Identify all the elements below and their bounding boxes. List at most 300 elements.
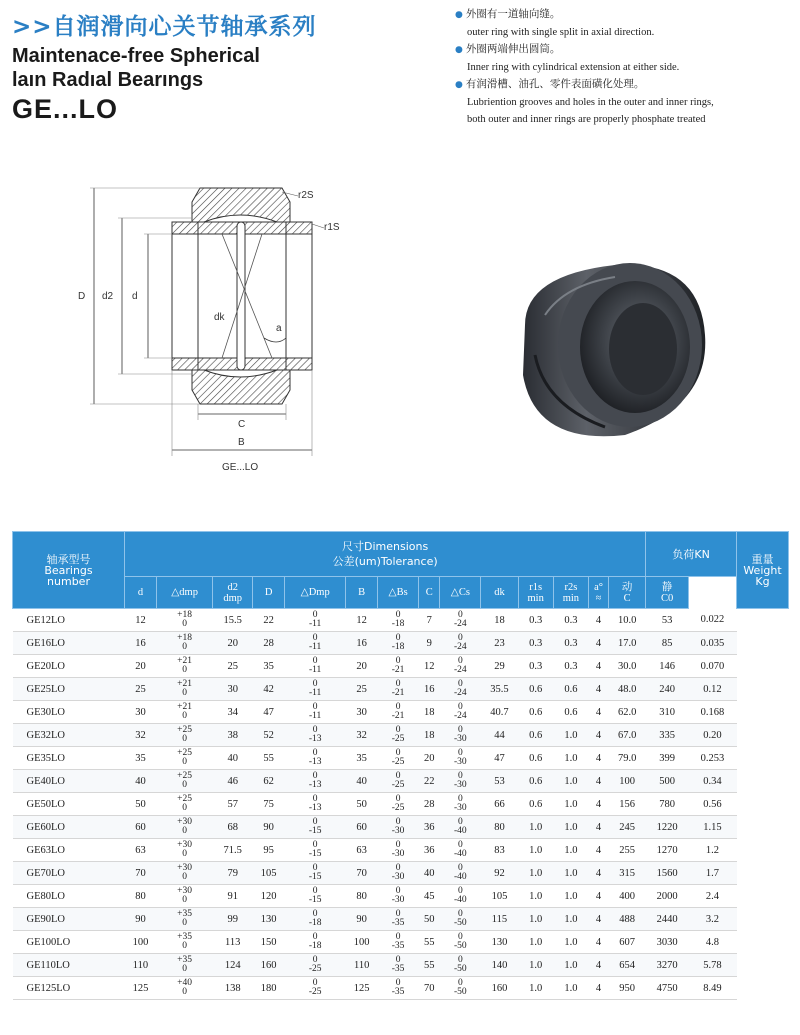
cell-sta: 2000	[646, 885, 689, 908]
cell-D: 95	[253, 839, 285, 862]
tolerance-upper: 0	[395, 886, 401, 896]
cell-r1s: 0.6	[518, 678, 553, 701]
cell-d: 30	[125, 701, 157, 724]
cell-r1s: 1.0	[518, 977, 553, 1000]
tolerance-lower: -11	[309, 688, 322, 698]
tolerance-pair	[309, 910, 322, 928]
cell-dmp	[156, 954, 212, 977]
cell-B: 100	[346, 931, 378, 954]
tolerance-pair	[454, 749, 467, 767]
tolerance-lower: -40	[454, 849, 467, 859]
tolerance-lower: -13	[308, 757, 322, 767]
cell-dyn: 654	[609, 954, 646, 977]
cell-r1s: 0.3	[518, 609, 553, 632]
tolerance-lower: 0	[182, 964, 187, 974]
tolerance-pair	[392, 910, 405, 928]
cell-dyn: 400	[609, 885, 646, 908]
cell-d2: 57	[213, 793, 253, 816]
cell-sta: 3270	[646, 954, 689, 977]
cell-B: 60	[346, 816, 378, 839]
cell-dmp	[156, 885, 212, 908]
cell-w: 2.4	[688, 885, 736, 908]
feature-en: Lubriention grooves and holes in the outer and inner rings,	[467, 97, 714, 108]
tolerance-lower: -18	[308, 941, 322, 951]
tolerance-lower: -15	[308, 849, 322, 859]
cell-Dmp	[285, 724, 346, 747]
tolerance-lower: 0	[182, 619, 187, 629]
cell-r2s: 1.0	[553, 793, 588, 816]
cell-sta: 780	[646, 793, 689, 816]
tolerance-lower: 0	[182, 849, 187, 859]
cell-model: GE32LO	[13, 724, 125, 747]
cell-d2: 138	[213, 977, 253, 1000]
cell-C: 22	[419, 770, 440, 793]
tolerance-pair	[454, 887, 467, 905]
cell-Cs	[440, 724, 481, 747]
tolerance-pair	[454, 634, 467, 652]
tolerance-upper: 0	[312, 610, 318, 620]
cell-C: 55	[419, 954, 440, 977]
cell-Bs	[378, 632, 419, 655]
tolerance-lower: -35	[391, 987, 405, 997]
cell-B: 50	[346, 793, 378, 816]
tolerance-pair	[177, 818, 192, 836]
cell-dk: 53	[481, 770, 518, 793]
cell-r2s: 1.0	[553, 747, 588, 770]
cell-dmp	[156, 632, 212, 655]
cell-a: 4	[589, 747, 609, 770]
tolerance-pair	[177, 726, 192, 744]
cell-Cs	[440, 816, 481, 839]
column-header-text: min	[562, 592, 580, 604]
tolerance-upper: +25	[177, 771, 193, 781]
cell-d: 125	[125, 977, 157, 1000]
cell-model: GE60LO	[13, 816, 125, 839]
tolerance-lower: -13	[308, 803, 322, 813]
tolerance-lower: -30	[454, 757, 467, 767]
cell-dyn: 67.0	[609, 724, 646, 747]
cell-d: 35	[125, 747, 157, 770]
cell-w: 8.49	[688, 977, 736, 1000]
table-row	[13, 908, 789, 931]
cell-B: 35	[346, 747, 378, 770]
cell-dmp	[156, 770, 212, 793]
tolerance-pair	[392, 749, 405, 767]
tolerance-pair	[177, 703, 192, 721]
cell-a: 4	[589, 862, 609, 885]
cell-dk: 160	[481, 977, 518, 1000]
header-weight	[737, 532, 789, 609]
tolerance-pair	[177, 979, 192, 997]
outer-ring-top	[192, 188, 290, 222]
tolerance-upper: 0	[457, 702, 463, 712]
cell-w: 0.022	[688, 609, 736, 632]
cell-w: 0.56	[688, 793, 736, 816]
tolerance-upper: 0	[312, 794, 318, 804]
cell-dk: 105	[481, 885, 518, 908]
cell-d2: 46	[213, 770, 253, 793]
tolerance-upper: 0	[395, 840, 401, 850]
cell-r1s: 0.6	[518, 724, 553, 747]
cell-dmp	[156, 862, 212, 885]
label-D: D	[78, 291, 86, 302]
tolerance-lower: 0	[182, 642, 187, 652]
specification-table	[12, 531, 789, 1000]
column-header-text: 静	[661, 581, 673, 593]
cell-dmp	[156, 793, 212, 816]
tolerance-upper: +35	[177, 932, 193, 942]
cell-dk: 83	[481, 839, 518, 862]
tolerance-pair	[177, 841, 192, 859]
cell-Bs	[378, 862, 419, 885]
tolerance-lower: -18	[391, 642, 405, 652]
title-cn: >>自润滑向心关节轴承系列	[12, 14, 317, 40]
tolerance-upper: +21	[177, 679, 193, 689]
column-header-text: d	[137, 587, 144, 598]
tolerance-lower: -25	[308, 987, 322, 997]
tolerance-lower: 0	[182, 757, 187, 767]
tolerance-upper: 0	[395, 771, 401, 781]
cell-dmp	[156, 839, 212, 862]
cell-r2s: 1.0	[553, 862, 588, 885]
tolerance-upper: 0	[312, 909, 318, 919]
tolerance-upper: 0	[395, 656, 401, 666]
cell-dmp	[156, 609, 212, 632]
bearing-section-drawing	[72, 178, 372, 474]
cell-d2: 99	[213, 908, 253, 931]
column-header-text: D	[264, 587, 273, 598]
cell-d: 16	[125, 632, 157, 655]
cell-Dmp	[285, 908, 346, 931]
tolerance-lower: 0	[182, 665, 187, 675]
cell-dyn: 315	[609, 862, 646, 885]
label-B: B	[238, 437, 245, 448]
tolerance-upper: 0	[312, 633, 318, 643]
cell-r1s: 1.0	[518, 816, 553, 839]
cell-r1s: 0.3	[518, 632, 553, 655]
cell-model: GE50LO	[13, 793, 125, 816]
tolerance-pair	[309, 726, 322, 744]
cell-model: GE80LO	[13, 885, 125, 908]
cell-w: 1.15	[688, 816, 736, 839]
tolerance-lower: -21	[391, 711, 405, 721]
cell-Bs	[378, 793, 419, 816]
tolerance-lower: -50	[454, 964, 467, 974]
tolerance-lower: -24	[454, 711, 467, 721]
tolerance-lower: 0	[182, 895, 187, 905]
cell-B: 40	[346, 770, 378, 793]
title-en	[12, 44, 260, 92]
cell-C: 50	[419, 908, 440, 931]
cell-d2: 91	[213, 885, 253, 908]
column-header-text: r2s	[564, 581, 578, 593]
cell-dmp	[156, 977, 212, 1000]
cell-B: 110	[346, 954, 378, 977]
feature-cn	[455, 76, 795, 94]
cell-Bs	[378, 816, 419, 839]
tolerance-upper: 0	[312, 656, 318, 666]
cell-a: 4	[589, 839, 609, 862]
tolerance-lower: -30	[454, 803, 467, 813]
cell-model: GE125LO	[13, 977, 125, 1000]
cell-r2s: 0.6	[553, 678, 588, 701]
tolerance-upper: 0	[395, 725, 401, 735]
column-header-B	[346, 577, 378, 609]
tolerance-pair	[309, 841, 322, 859]
cell-d: 60	[125, 816, 157, 839]
cell-C: 70	[419, 977, 440, 1000]
cell-sta: 53	[646, 609, 689, 632]
column-header-r1s	[518, 577, 553, 609]
tolerance-upper: 0	[457, 771, 463, 781]
table-row	[13, 655, 789, 678]
table-row	[13, 609, 789, 632]
title-en-line1: Maintenace-free Spherical	[12, 45, 260, 67]
cell-D: 130	[253, 908, 285, 931]
tolerance-upper: 0	[395, 932, 401, 942]
header-weight-en1: Weight	[743, 563, 782, 577]
table-row	[13, 770, 789, 793]
tolerance-pair	[177, 795, 192, 813]
cell-a: 4	[589, 885, 609, 908]
cell-a: 4	[589, 678, 609, 701]
column-header-text: △dmp	[171, 587, 198, 598]
label-r1s: r1S	[324, 222, 340, 233]
tolerance-upper: 0	[312, 679, 318, 689]
tolerance-upper: 0	[457, 610, 463, 620]
cell-d2: 34	[213, 701, 253, 724]
cell-D: 180	[253, 977, 285, 1000]
cell-D: 47	[253, 701, 285, 724]
tolerance-lower: -25	[308, 964, 322, 974]
tolerance-pair	[454, 657, 467, 675]
tolerance-lower: -50	[454, 918, 467, 928]
tolerance-lower: -25	[391, 780, 405, 790]
tolerance-pair	[309, 772, 322, 790]
cell-r1s: 1.0	[518, 931, 553, 954]
cell-dk: 47	[481, 747, 518, 770]
tolerance-pair	[309, 703, 321, 721]
tolerance-pair	[177, 772, 192, 790]
tolerance-upper: +35	[177, 909, 193, 919]
tolerance-upper: 0	[312, 725, 318, 735]
tolerance-upper: +21	[177, 656, 193, 666]
cell-d2: 40	[213, 747, 253, 770]
tolerance-upper: 0	[457, 909, 463, 919]
column-header-text: min	[527, 592, 544, 604]
cell-sta: 399	[646, 747, 689, 770]
cell-model: GE90LO	[13, 908, 125, 931]
tolerance-lower: -21	[391, 688, 405, 698]
title-en-line2: laın Radıal Bearıngs	[12, 69, 204, 91]
cell-Bs	[378, 701, 419, 724]
cell-w: 0.035	[688, 632, 736, 655]
cell-C: 45	[419, 885, 440, 908]
header-model	[13, 532, 125, 609]
tolerance-pair	[309, 818, 322, 836]
tolerance-pair	[309, 680, 321, 698]
tolerance-upper: 0	[457, 886, 463, 896]
cell-Bs	[378, 724, 419, 747]
column-header-text: C0	[660, 592, 674, 604]
feature-cn	[455, 6, 795, 24]
cell-d: 80	[125, 885, 157, 908]
cell-Bs	[378, 885, 419, 908]
bullet-icon: ●	[455, 80, 463, 90]
cell-sta: 1220	[646, 816, 689, 839]
tolerance-pair	[309, 749, 322, 767]
label-r2s: r2S	[298, 190, 314, 201]
column-header-dk	[481, 577, 518, 609]
cell-r2s: 1.0	[553, 770, 588, 793]
tolerance-upper: +35	[177, 955, 193, 965]
tolerance-lower: -11	[309, 665, 322, 675]
column-header-text: 动	[621, 581, 633, 593]
cell-dmp	[156, 816, 212, 839]
header-dimensions-line2: 公差(um)Tolerance)	[332, 555, 438, 568]
tolerance-pair	[177, 956, 192, 974]
column-header-text: C	[623, 592, 631, 604]
cell-sta: 4750	[646, 977, 689, 1000]
tolerance-upper: 0	[457, 725, 463, 735]
tolerance-upper: 0	[395, 863, 401, 873]
column-header-C	[419, 577, 440, 609]
cell-B: 63	[346, 839, 378, 862]
cell-a: 4	[589, 793, 609, 816]
tolerance-pair	[454, 680, 467, 698]
table-row	[13, 678, 789, 701]
table-row	[13, 954, 789, 977]
cell-dyn: 488	[609, 908, 646, 931]
tolerance-upper: +21	[177, 702, 193, 712]
tolerance-lower: -40	[454, 895, 467, 905]
cell-sta: 146	[646, 655, 689, 678]
drawing-caption: GE...LO	[222, 462, 259, 473]
tolerance-lower: -13	[308, 734, 322, 744]
tolerance-pair	[454, 841, 467, 859]
cell-Cs	[440, 862, 481, 885]
feature-notes	[455, 6, 795, 128]
cell-d2: 79	[213, 862, 253, 885]
header-model-en1: Bearings	[44, 563, 93, 577]
tolerance-pair	[392, 703, 405, 721]
cell-r2s: 1.0	[553, 839, 588, 862]
header-load: 负荷KN	[646, 532, 737, 577]
tolerance-pair	[454, 795, 467, 813]
cell-Dmp	[285, 977, 346, 1000]
cell-Dmp	[285, 747, 346, 770]
tolerance-lower: 0	[182, 688, 187, 698]
feature-en: both outer and inner rings are properly phosphate treated	[467, 114, 706, 125]
tolerance-upper: 0	[395, 955, 401, 965]
cell-Cs	[440, 632, 481, 655]
cell-d: 40	[125, 770, 157, 793]
cell-Dmp	[285, 862, 346, 885]
tolerance-pair	[309, 611, 321, 629]
cell-sta: 335	[646, 724, 689, 747]
cell-dmp	[156, 931, 212, 954]
cell-d2: 20	[213, 632, 253, 655]
cell-w: 1.2	[688, 839, 736, 862]
cell-C: 55	[419, 931, 440, 954]
tolerance-upper: 0	[395, 978, 401, 988]
cell-d: 32	[125, 724, 157, 747]
tolerance-pair	[454, 979, 467, 997]
tolerance-pair	[392, 611, 405, 629]
tolerance-pair	[177, 611, 192, 629]
tolerance-lower: -13	[308, 780, 322, 790]
cell-d2: 38	[213, 724, 253, 747]
column-header-text: △Cs	[450, 587, 470, 598]
outer-ring-bottom	[192, 370, 290, 404]
tolerance-upper: 0	[395, 702, 401, 712]
cell-B: 16	[346, 632, 378, 655]
cell-dmp	[156, 908, 212, 931]
cell-Cs	[440, 793, 481, 816]
tolerance-upper: +40	[177, 978, 193, 988]
tolerance-upper: 0	[457, 656, 463, 666]
cell-r1s: 1.0	[518, 954, 553, 977]
label-dk: dk	[214, 312, 225, 323]
cell-Cs	[440, 747, 481, 770]
cell-sta: 500	[646, 770, 689, 793]
cell-r2s: 1.0	[553, 977, 588, 1000]
cell-a: 4	[589, 770, 609, 793]
cell-dyn: 156	[609, 793, 646, 816]
cell-Cs	[440, 678, 481, 701]
column-header-text: B	[358, 587, 366, 598]
tolerance-pair	[454, 956, 467, 974]
cell-Cs	[440, 908, 481, 931]
tolerance-lower: -11	[309, 711, 322, 721]
tolerance-pair	[177, 910, 192, 928]
cell-Cs	[440, 885, 481, 908]
tolerance-lower: -18	[308, 918, 322, 928]
tolerance-lower: -50	[454, 941, 467, 951]
tolerance-lower: 0	[182, 872, 187, 882]
cell-Dmp	[285, 655, 346, 678]
cell-D: 42	[253, 678, 285, 701]
tolerance-pair	[177, 634, 192, 652]
cell-r2s: 0.3	[553, 632, 588, 655]
tolerance-upper: 0	[312, 978, 318, 988]
tolerance-lower: -30	[391, 895, 405, 905]
tolerance-pair	[177, 680, 192, 698]
cell-C: 16	[419, 678, 440, 701]
label-a: a	[276, 323, 282, 334]
cell-a: 4	[589, 655, 609, 678]
tolerance-upper: 0	[457, 817, 463, 827]
tolerance-lower: 0	[182, 734, 187, 744]
cell-a: 4	[589, 609, 609, 632]
tolerance-upper: 0	[395, 748, 401, 758]
cell-model: GE100LO	[13, 931, 125, 954]
cell-dyn: 17.0	[609, 632, 646, 655]
tolerance-upper: +18	[177, 610, 193, 620]
cell-Bs	[378, 609, 419, 632]
column-header-a	[589, 577, 609, 609]
column-header-D	[253, 577, 285, 609]
cell-Bs	[378, 770, 419, 793]
tolerance-lower: -25	[391, 734, 405, 744]
cell-model: GE30LO	[13, 701, 125, 724]
column-header-text: a°	[594, 581, 603, 593]
cell-w: 0.253	[688, 747, 736, 770]
cell-Cs	[440, 609, 481, 632]
cell-r1s: 0.3	[518, 655, 553, 678]
cell-B: 70	[346, 862, 378, 885]
tolerance-lower: -30	[391, 849, 405, 859]
